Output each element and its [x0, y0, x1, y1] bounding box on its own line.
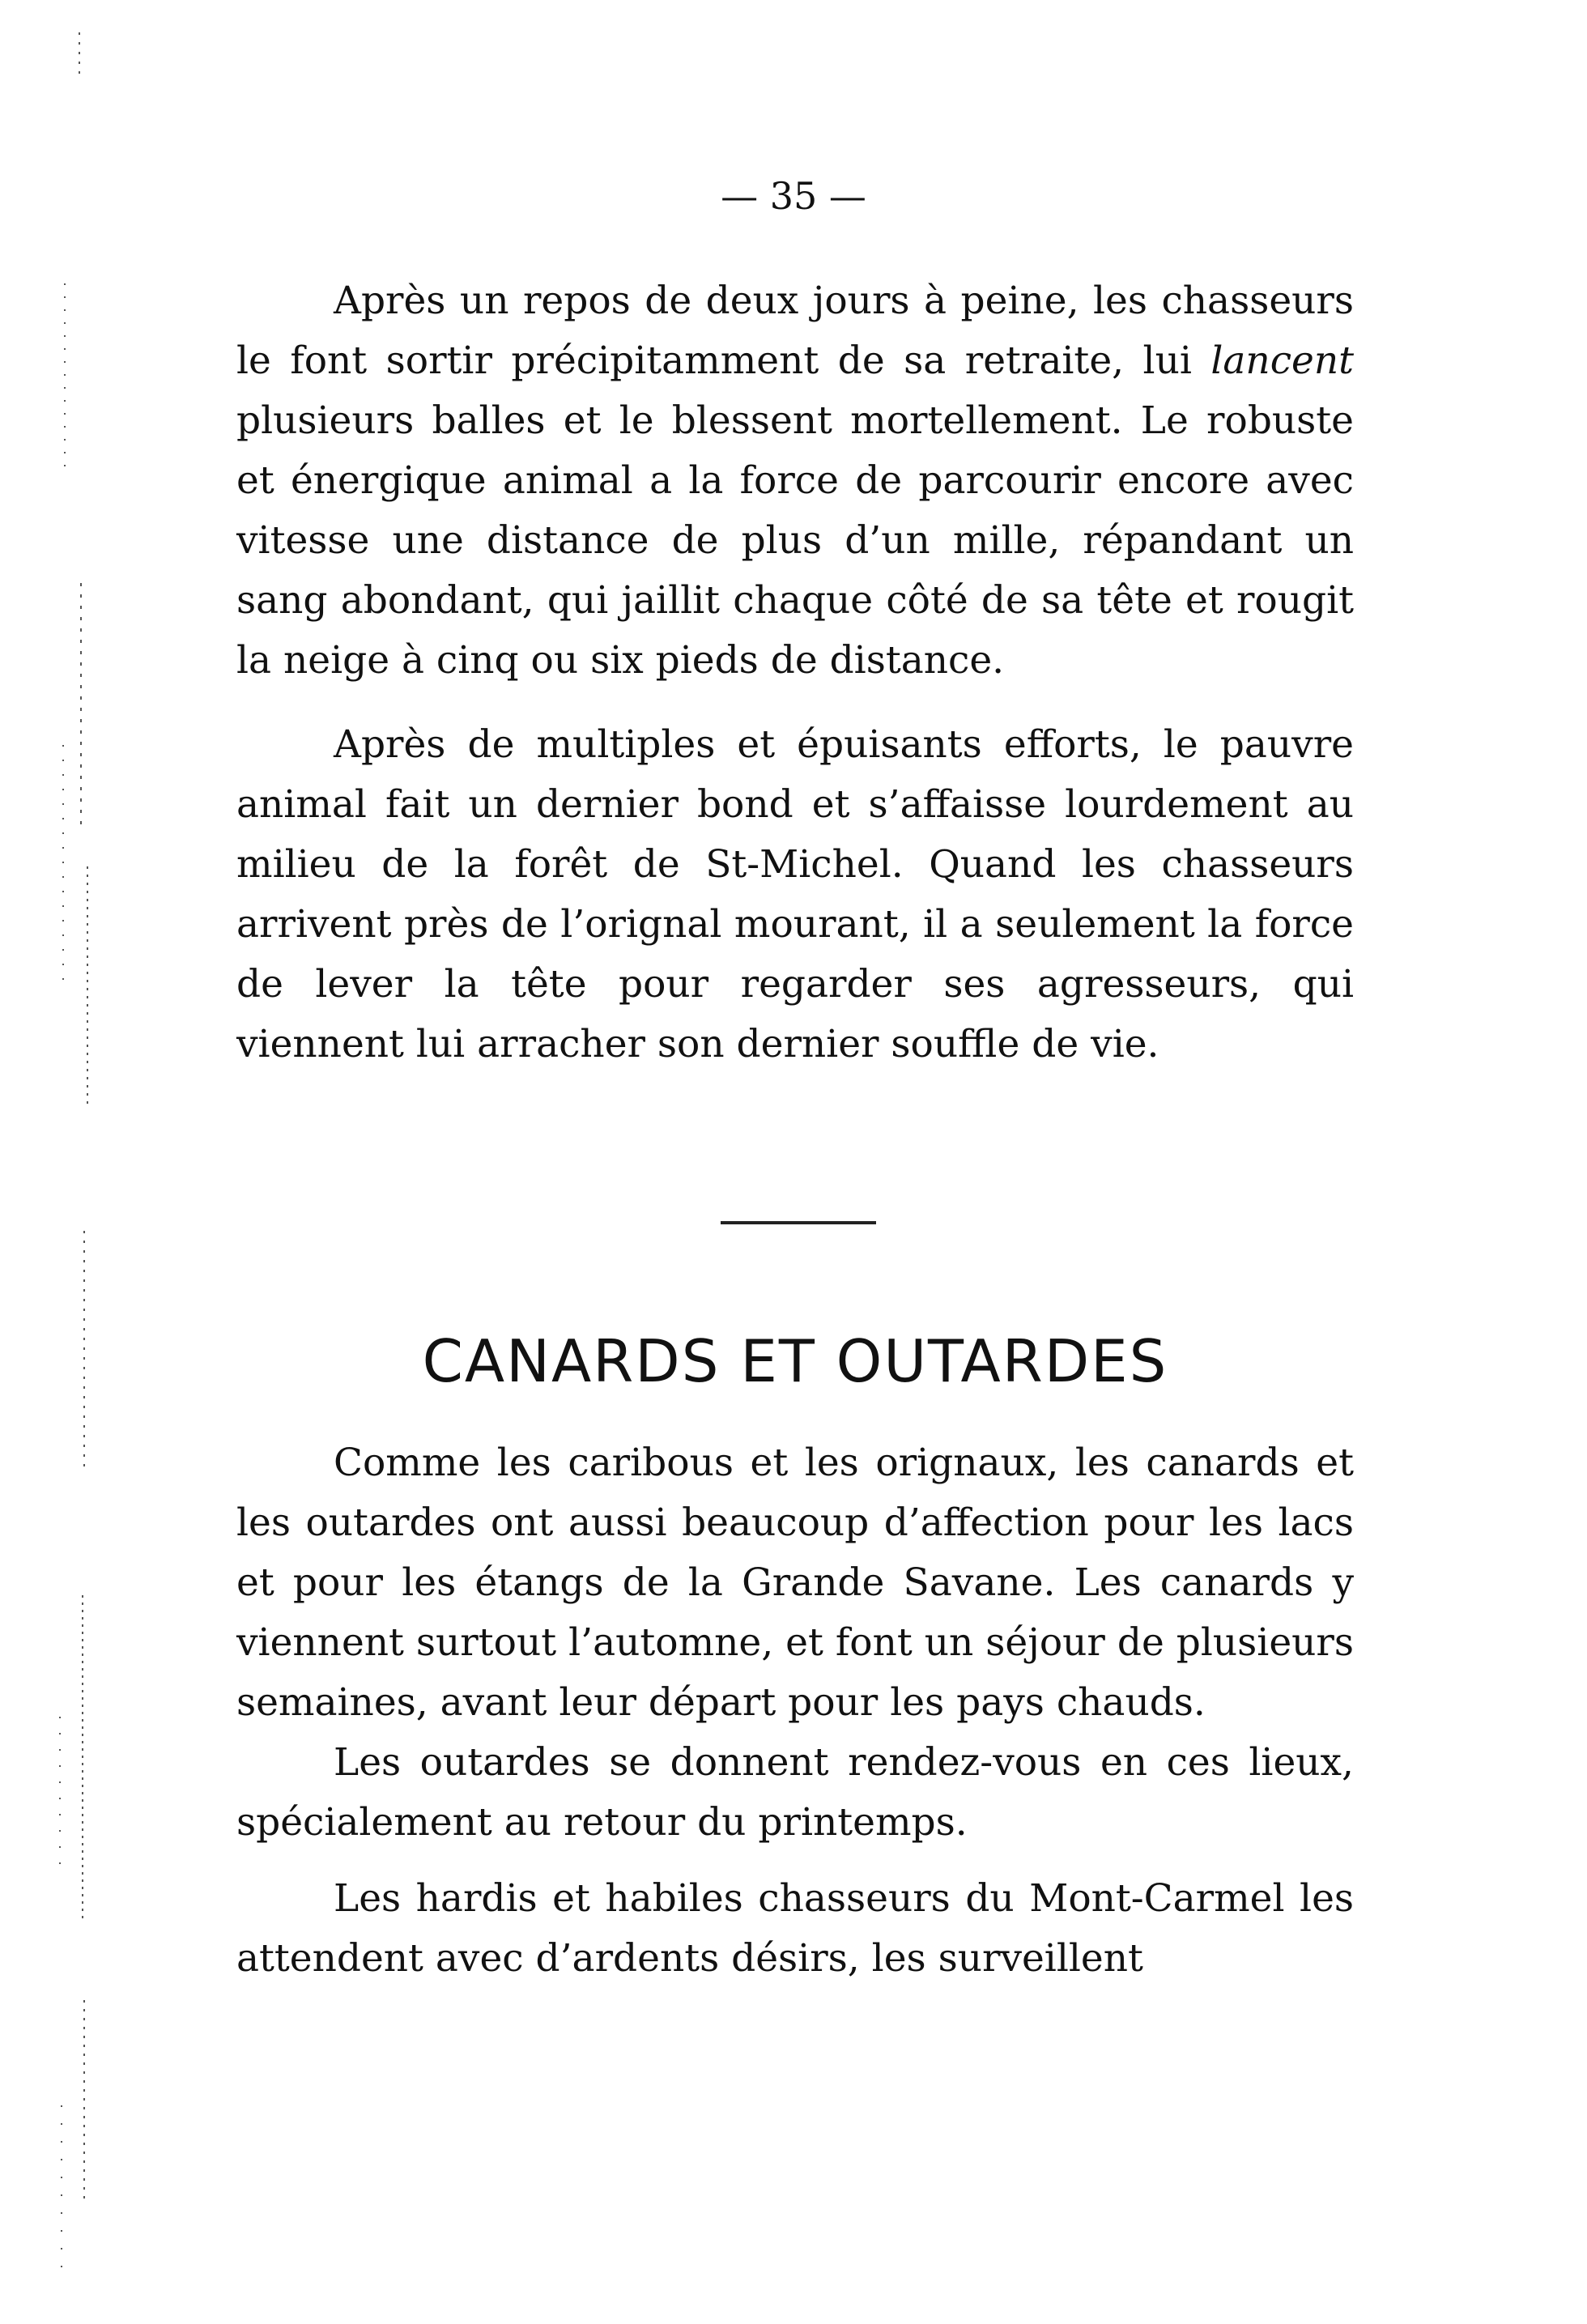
- section-paragraph-2: Les outardes se donnent rendez-vous en ces lieux, spécialement au retour du printemps.: [236, 1740, 1354, 1845]
- paragraph-1-text-end: plusieurs balles et le blessent mortellement. Le robuste et énergique animal a la force de parcourir encore avec vitesse une distance de plus d’un mille, répandant un sang abondant, qui jaillit chaque côté de sa tête et rougit la neige à cinq ou six pieds de distance.: [236, 398, 1354, 683]
- section-heading: CANARDS ET OUTARDES: [422, 1327, 1168, 1395]
- paragraph-1: [236, 271, 1354, 691]
- section-paragraph-1: Comme les caribous et les orignaux, les canards et les outardes ont aussi beaucoup d’affection pour les lacs et pour les étangs de la Grande Savane. Les canards y viennent surtout l’automne, et font un séjour de plusieurs semaines, avant leur départ pour les pays chauds.: [236, 1441, 1354, 1725]
- paragraph-1-italic-word: lancent: [1210, 338, 1354, 383]
- section-divider: [721, 1221, 876, 1224]
- body-text-section: [236, 1433, 1354, 1989]
- section-paragraph-3: Les hardis et habiles chasseurs du Mont-Carmel les attendent avec d’ardents désirs, les surveillent: [236, 1876, 1354, 1981]
- body-text-top: [236, 271, 1354, 1075]
- page-number: — 35 —: [721, 174, 866, 218]
- scan-margin-artifacts: [49, 16, 105, 2284]
- paragraph-2: Après de multiples et épuisants efforts, le pauvre animal fait un dernier bond et s’affaisse lourdement au milieu de la forêt de St-Michel. Quand les chasseurs arrivent près de l’orignal mourant, il a seulement la force de lever la tête pour regarder ses agresseurs, qui viennent lui arracher son dernier souffle de vie.: [236, 722, 1354, 1066]
- paragraph-1-text-start: Après un repos de deux jours à peine, les chasseurs le font sortir précipitamment de sa retraite, lui: [236, 279, 1354, 383]
